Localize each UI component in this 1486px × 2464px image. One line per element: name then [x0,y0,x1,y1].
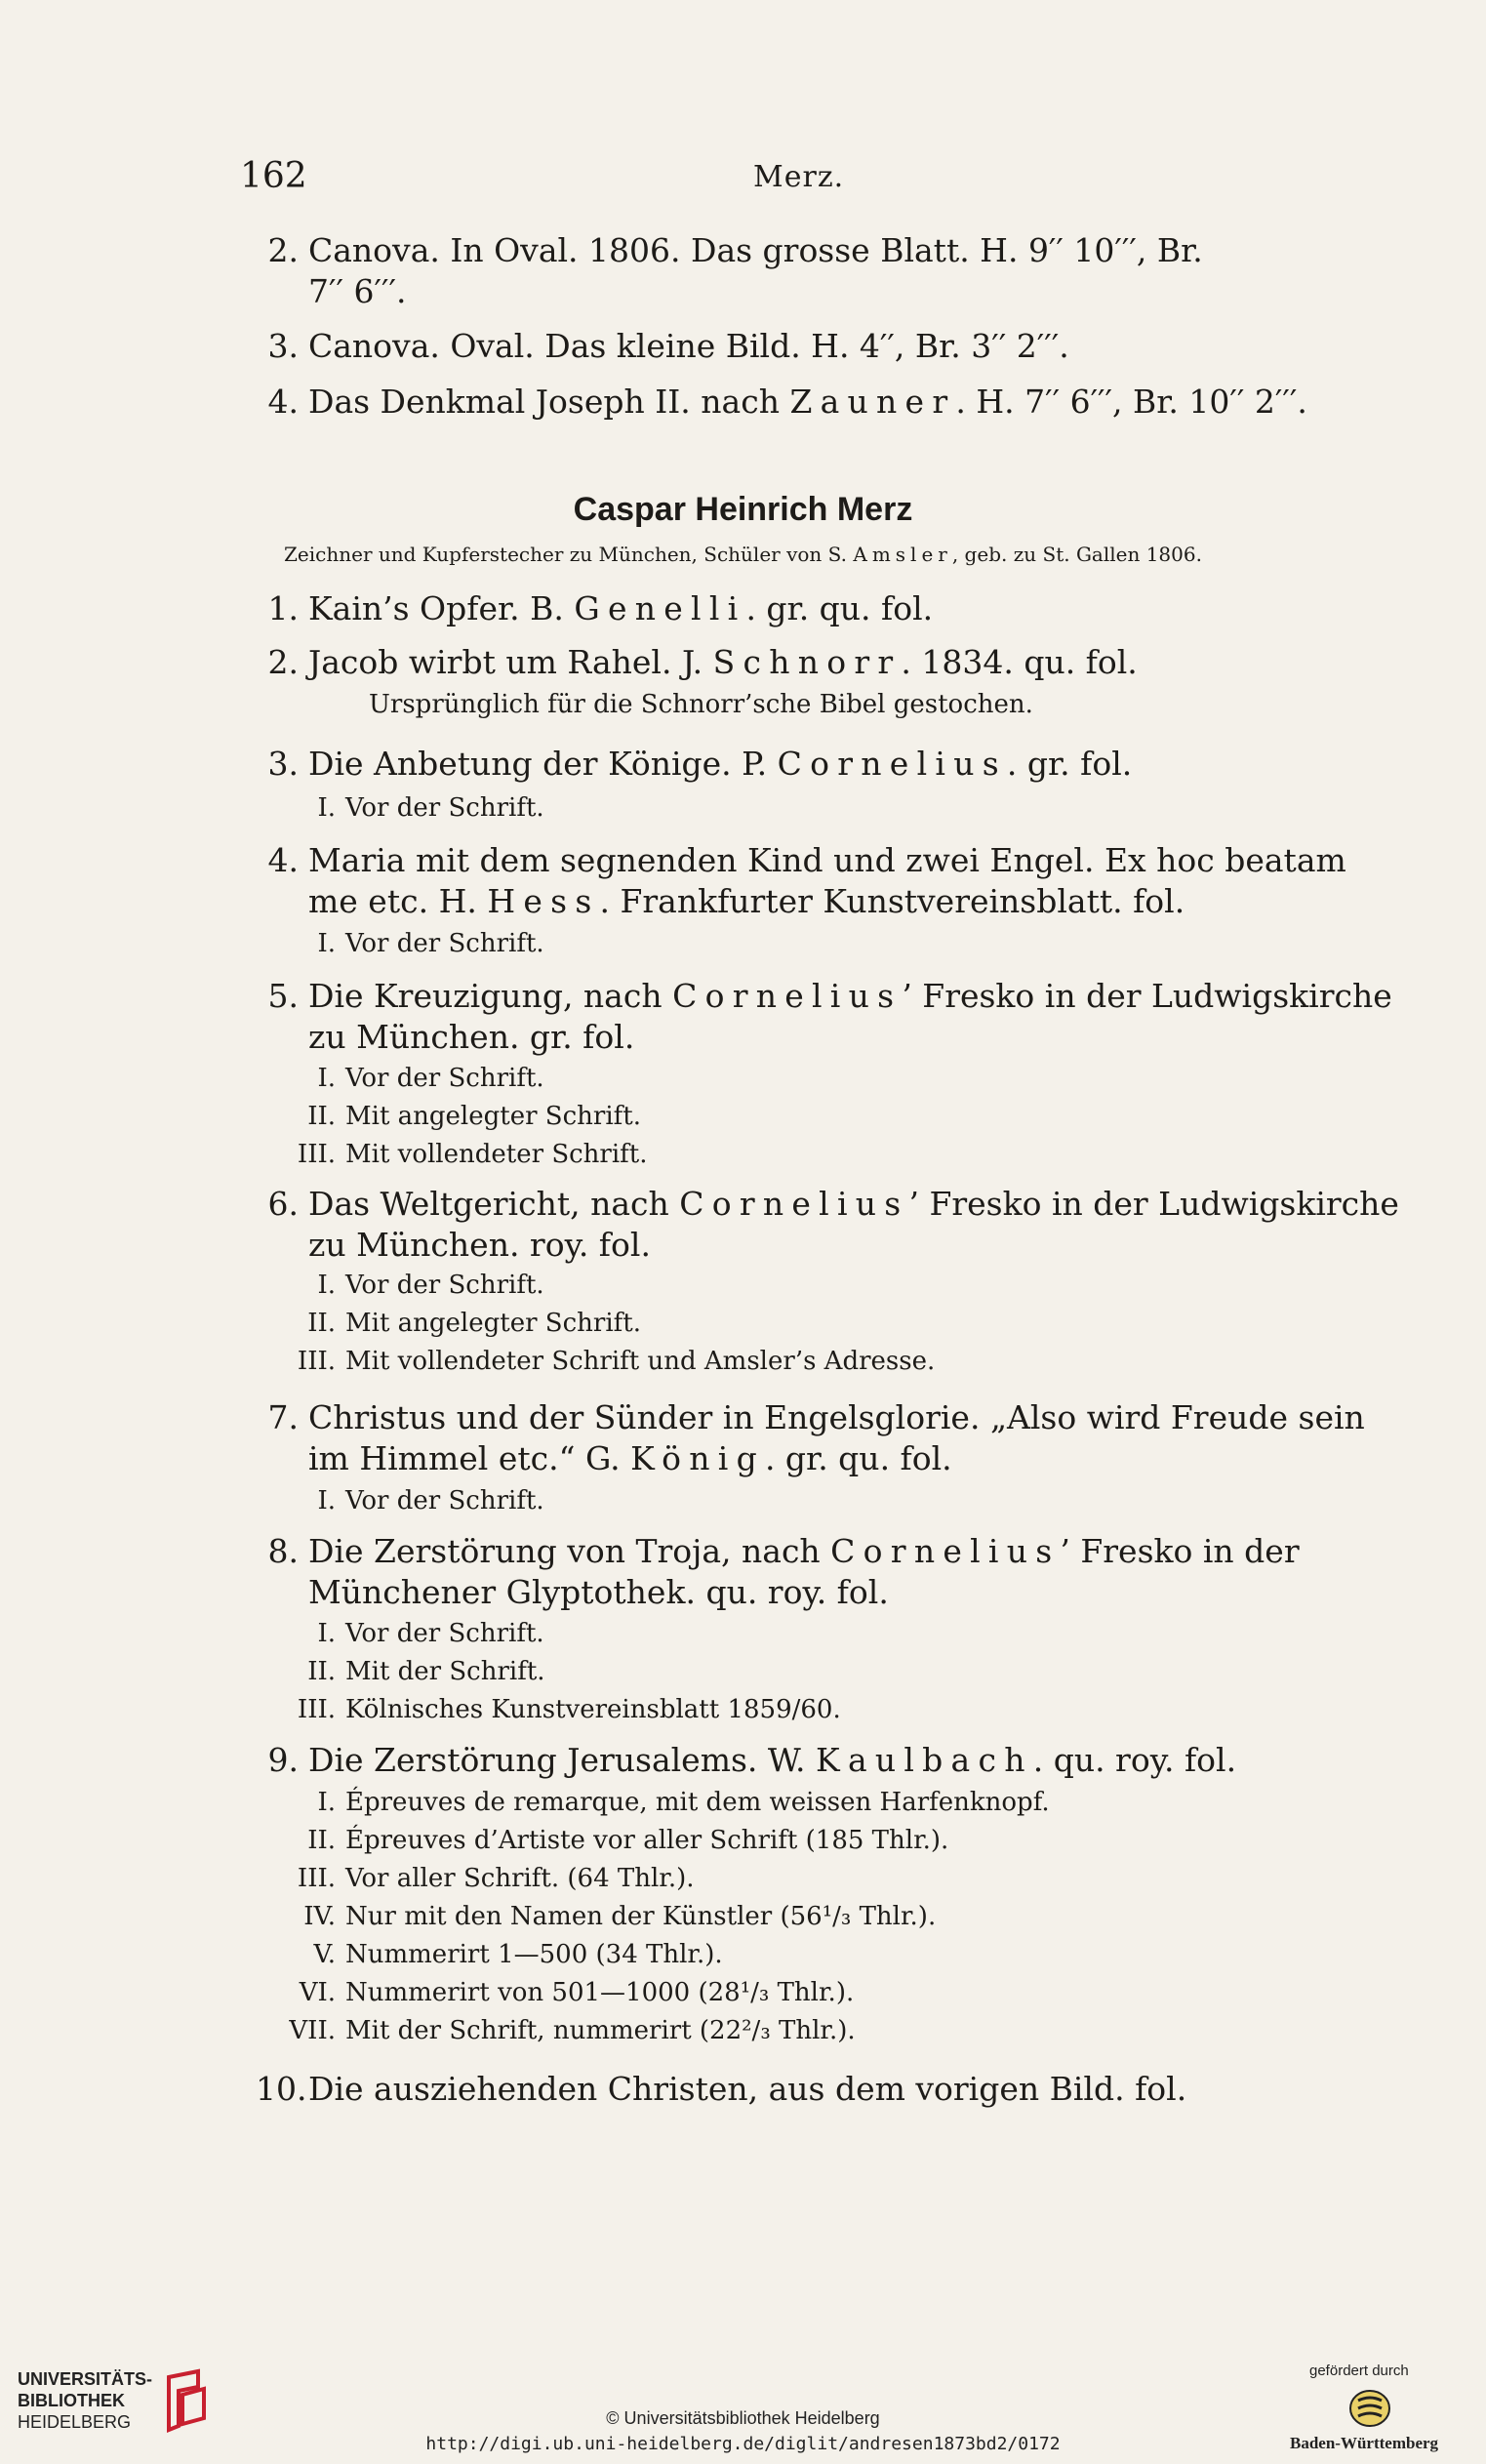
spaced-name: Cornelius [830,1532,1061,1570]
entry-number: 2. [267,643,299,681]
state-text: Mit der Schrift. [345,1657,545,1686]
state-line [275,1863,695,1894]
text-run: Die Kreuzigung, nach [308,977,673,1015]
source-url[interactable]: http://digi.ub.uni-heidelberg.de/diglit/andresen1873bd2/0172 [425,2434,1061,2454]
state-line [275,1618,544,1649]
state-text: Vor der Schrift. [345,1271,544,1300]
state-text: Nummerirt von 501—1000 (28¹/₃ Thlr.). [345,1978,855,2007]
state-numeral: VI. [299,1978,336,2007]
copyright-notice: © Universitätsbibliothek Heidelberg [606,2408,880,2428]
state-text: Vor der Schrift. [345,793,544,823]
state-numeral: II. [307,1826,336,1855]
entry-text [308,976,1392,1017]
text-run: Die Zerstörung von Troja, nach [308,1532,831,1570]
state-line [275,928,544,959]
entry-text-cont: 7′′ 6′′′. [308,272,407,310]
state-text: Nur mit den Namen der Künstler (56¹/₃ Thlr.). [345,1902,937,1931]
entry-number: 8. [267,1532,299,1570]
state-numeral: III. [297,1140,336,1169]
entry-number: 7. [267,1398,299,1436]
state-line [275,1901,936,1932]
state-numeral: I. [317,1788,336,1817]
text-run: Jacob wirbt um Rahel. J. [308,643,713,681]
funder-name: Baden-Württemberg [1290,2434,1439,2452]
state-line [275,1694,841,1725]
state-line [275,1101,641,1132]
state-numeral: III. [297,1695,336,1724]
entry-text: Canova. Oval. Das kleine Bild. H. 4′′, Br. 3′′ 2′′′. [308,327,1069,365]
state-text: Épreuves de remarque, mit dem weissen Harfenknopf. [345,1788,1050,1817]
text-run: . qu. roy. fol. [1032,1741,1237,1779]
entry-text: Christus und der Sünder in Engelsglorie. „Also wird Freude sein [308,1398,1365,1436]
text-run: Kain’s Opfer. B. [308,589,575,627]
state-numeral: I. [317,1271,336,1300]
text-run: ’ Fresko in der Ludwigskirche [902,977,1392,1015]
text-run: . gr. qu. fol. [745,589,934,627]
state-numeral: IV. [303,1902,336,1931]
entry-text [308,1531,1346,1572]
state-numeral: I. [317,1619,336,1648]
state-numeral: II. [307,1657,336,1686]
library-name-line-1: UNIVERSITÄTS- [18,2369,153,2389]
text-run: . gr. qu. fol. [764,1439,952,1477]
state-text: Mit angelegter Schrift. [345,1102,641,1131]
state-numeral: I. [317,793,336,823]
entry-text [308,642,1346,683]
entry-number: 5. [267,977,299,1015]
state-line [275,1485,544,1516]
entry-text-cont: zu München. gr. fol. [308,1018,635,1056]
spaced-name: Schnorr [712,643,902,681]
state-text: Vor der Schrift. [345,1619,544,1648]
state-numeral: VII. [289,2016,336,2045]
entry-text [308,744,1346,785]
state-line [275,1825,948,1856]
spaced-name: Cornelius [777,745,1007,783]
state-numeral: V. [313,1940,336,1969]
text-run: . Frankfurter Kunstvereinsblatt. fol. [599,882,1185,920]
text-run: . gr. fol. [1006,745,1133,783]
spaced-name: König [630,1439,765,1477]
entry-number: 9. [267,1741,299,1779]
entry-text [308,1740,1346,1781]
text-run: Zeichner und Kupferstecher zu München, Schüler von S. [284,543,854,566]
state-numeral: I. [317,1486,336,1515]
artist-description [0,543,1486,566]
entry-text-cont [308,881,1346,922]
entry-text: Canova. In Oval. 1806. Das grosse Blatt. H. 9′′ 10′′′, Br. [308,231,1203,269]
state-numeral: III. [297,1347,336,1376]
state-coat-of-arms-icon [1346,2387,1393,2430]
state-line [275,1346,935,1377]
state-line [275,1787,1050,1818]
entry-number: 3. [267,745,299,783]
spaced-name: Amsler [853,543,952,566]
entry-text [308,588,1346,629]
spaced-name: Genelli [574,589,746,627]
library-name-line-3: HEIDELBERG [18,2412,132,2432]
state-text: Mit vollendeter Schrift und Amsler’s Adresse. [345,1347,936,1376]
state-numeral: III. [297,1864,336,1893]
text-run: Die Anbetung der Könige. P. [308,745,778,783]
entry-text [308,1184,1399,1225]
spaced-name: Kaulbach [816,1741,1033,1779]
entry-number: 4. [267,841,299,879]
entry-note: Ursprünglich für die Schnorr’sche Bibel gestochen. [369,690,1033,719]
entry-number: 2. [267,231,299,269]
state-line [275,2015,856,2046]
entry-number: 10. [256,2070,307,2108]
state-text: Vor der Schrift. [345,1486,544,1515]
state-line [275,1308,641,1339]
entry-number: 3. [267,327,299,365]
state-line [275,1270,544,1301]
text-run: Das Weltgericht, nach [308,1185,680,1223]
spaced-name: Zauner [789,383,956,421]
artist-heading: Caspar Heinrich Merz [573,491,913,528]
page-number: 162 [240,156,307,196]
entry-text [308,382,1346,423]
entry-number: 1. [267,589,299,627]
state-line [275,1977,854,2008]
state-text: Mit der Schrift, nummerirt (22²/₃ Thlr.). [345,2016,856,2045]
state-numeral: I. [317,1064,336,1093]
text-run: ’ Fresko in der [1060,1532,1300,1570]
running-title: Merz. [753,160,845,194]
entry-text: Maria mit dem segnenden Kind und zwei Engel. Ex hoc beatam [308,841,1346,879]
spaced-name: Hess [487,882,600,920]
state-text: Vor aller Schrift. (64 Thlr.). [345,1864,695,1893]
text-run: Die Zerstörung Jerusalems. W. [308,1741,817,1779]
state-text: Kölnisches Kunstvereinsblatt 1859/60. [345,1695,841,1724]
entry-number: 4. [267,383,299,421]
state-line [275,1139,648,1170]
state-numeral: II. [307,1102,336,1131]
state-text: Mit vollendeter Schrift. [345,1140,648,1169]
text-run: Das Denkmal Joseph II. nach [308,383,790,421]
state-text: Nummerirt 1—500 (34 Thlr.). [345,1940,723,1969]
state-text: Épreuves d’Artiste vor aller Schrift (185 Thlr.). [345,1826,949,1855]
state-line [275,1063,544,1094]
state-numeral: II. [307,1309,336,1338]
entry-text-cont: Münchener Glyptothek. qu. roy. fol. [308,1573,889,1611]
state-line [275,792,544,824]
entry-number: 6. [267,1185,299,1223]
state-line [275,1656,545,1687]
entry-text-cont [308,1438,1346,1479]
text-run: me etc. H. [308,882,488,920]
entry-text-cont: zu München. roy. fol. [308,1226,651,1264]
state-line [275,1939,723,1970]
spaced-name: Cornelius [672,977,903,1015]
entry-text: Die ausziehenden Christen, aus dem vorigen Bild. fol. [308,2070,1187,2108]
text-run: im Himmel etc.“ G. [308,1439,631,1477]
library-name-line-2: BIBLIOTHEK [18,2391,125,2410]
state-numeral: I. [317,929,336,958]
text-run: . H. 7′′ 6′′′, Br. 10′′ 2′′′. [955,383,1307,421]
state-text: Mit angelegter Schrift. [345,1309,641,1338]
state-text: Vor der Schrift. [345,929,544,958]
text-run: . 1834. qu. fol. [901,643,1138,681]
text-run: , geb. zu St. Gallen 1806. [951,543,1202,566]
text-run: ’ Fresko in der Ludwigskirche [908,1185,1399,1223]
funded-by-label: gefördert durch [1309,2363,1409,2379]
state-text: Vor der Schrift. [345,1064,544,1093]
spaced-name: Cornelius [679,1185,909,1223]
